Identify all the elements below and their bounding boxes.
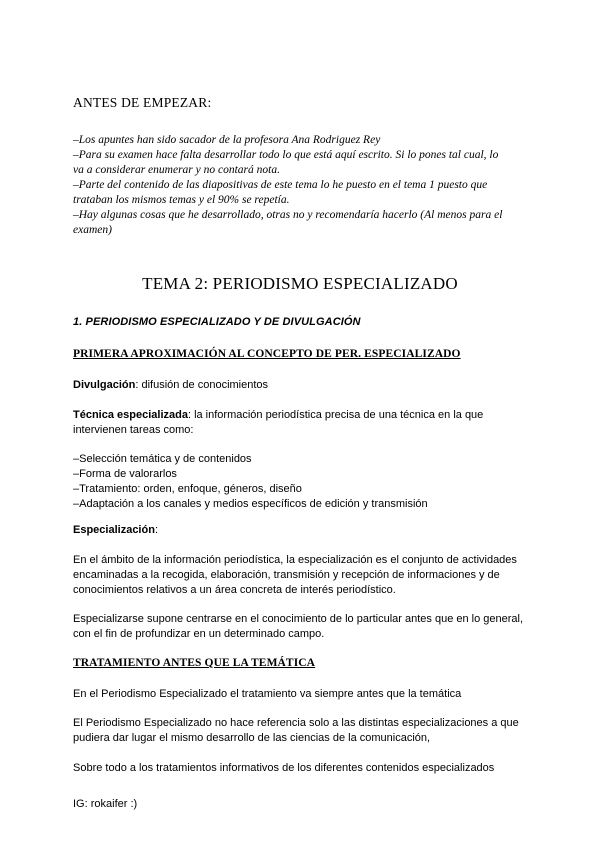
list-item: –Forma de valorarlos <box>73 468 177 480</box>
especializacion-heading <box>73 523 533 538</box>
intro-line: trataban los mismos temas y el 90% se repetía. <box>73 194 290 206</box>
paragraph-ambito <box>73 553 533 598</box>
subheading-primera-aproximacion: PRIMERA APROXIMACIÓN AL CONCEPTO DE PER. ESPECIALIZADO <box>73 348 461 360</box>
subheading-tratamiento: TRATAMIENTO ANTES QUE LA TEMÁTICA <box>73 657 316 669</box>
paragraph-sobre-todo: Sobre todo a los tratamientos informativos de los diferentes contenidos especializados <box>73 762 495 774</box>
paragraph-line: conocimientos relativos a un área concreta de interés periodístico. <box>73 584 396 596</box>
intro-line: –Los apuntes han sido sacador de la profesora Ana Rodriguez Rey <box>73 134 381 146</box>
paragraph-line: encaminadas a la recogida, elaboración, transmisión y recepción de informaciones y de <box>73 569 500 581</box>
paragraph-line: pudiera dar lugar el mismo desarrollo de las ciencias de la comunicación, <box>73 732 431 744</box>
list-item: –Selección temática y de contenidos <box>73 453 252 465</box>
list-item: –Adaptación a los canales y medios específicos de edición y transmisión <box>73 498 428 510</box>
intro-line: –Hay algunas cosas que he desarrollado, otras no y recomendaría hacerlo (Al menos para el <box>73 209 503 221</box>
especializacion-colon: : <box>154 524 158 536</box>
paragraph-tratamiento: En el Periodismo Especializado el tratamiento va siempre antes que la temática <box>73 688 462 700</box>
paragraph-line: con el fin de profundizar en un determinado campo. <box>73 628 325 640</box>
paragraph-line: El Periodismo Especializado no hace referencia solo a las distintas especializaciones a que <box>73 717 519 729</box>
task-list <box>73 452 533 512</box>
paragraph-line: Especializarse supone centrarse en el conocimiento de lo particular antes que en lo general, <box>73 613 524 625</box>
intro-title: ANTES DE EMPEZAR: <box>73 95 212 110</box>
intro-line: –Parte del contenido de las diapositivas de este tema lo he puesto en el tema 1 puesto que <box>73 179 488 191</box>
paragraph-especializarse <box>73 612 533 642</box>
intro-line: examen) <box>73 224 112 236</box>
section-heading: 1. PERIODISMO ESPECIALIZADO Y DE DIVULGACIÓN <box>73 316 361 328</box>
footer-credit: IG: rokaifer :) <box>73 798 138 810</box>
tecnica-text-continued: intervienen tareas como: <box>73 424 194 436</box>
paragraph-line: En el ámbito de la información periodística, la especialización es el conjunto de actividades <box>73 554 517 566</box>
intro-notes <box>73 133 533 238</box>
divulgacion-definition <box>73 378 533 393</box>
topic-title: TEMA 2: PERIODISMO ESPECIALIZADO <box>142 274 458 293</box>
tecnica-term: Técnica especializada <box>73 409 188 421</box>
paragraph-referencia <box>73 716 533 746</box>
tecnica-definition <box>73 408 533 438</box>
intro-line: –Para su examen hace falta desarrollar todo lo que está aquí escrito. Si lo pones tal cual, lo <box>73 149 499 161</box>
tecnica-text: : la información periodística precisa de una técnica en la que <box>187 409 484 421</box>
intro-line: va a considerar enumerar y no contará nota. <box>73 164 280 176</box>
list-item: –Tratamiento: orden, enfoque, géneros, diseño <box>73 483 302 495</box>
especializacion-term: Especialización <box>73 524 155 536</box>
divulgacion-term: Divulgación <box>73 379 136 391</box>
divulgacion-text: : difusión de conocimientos <box>135 379 269 391</box>
